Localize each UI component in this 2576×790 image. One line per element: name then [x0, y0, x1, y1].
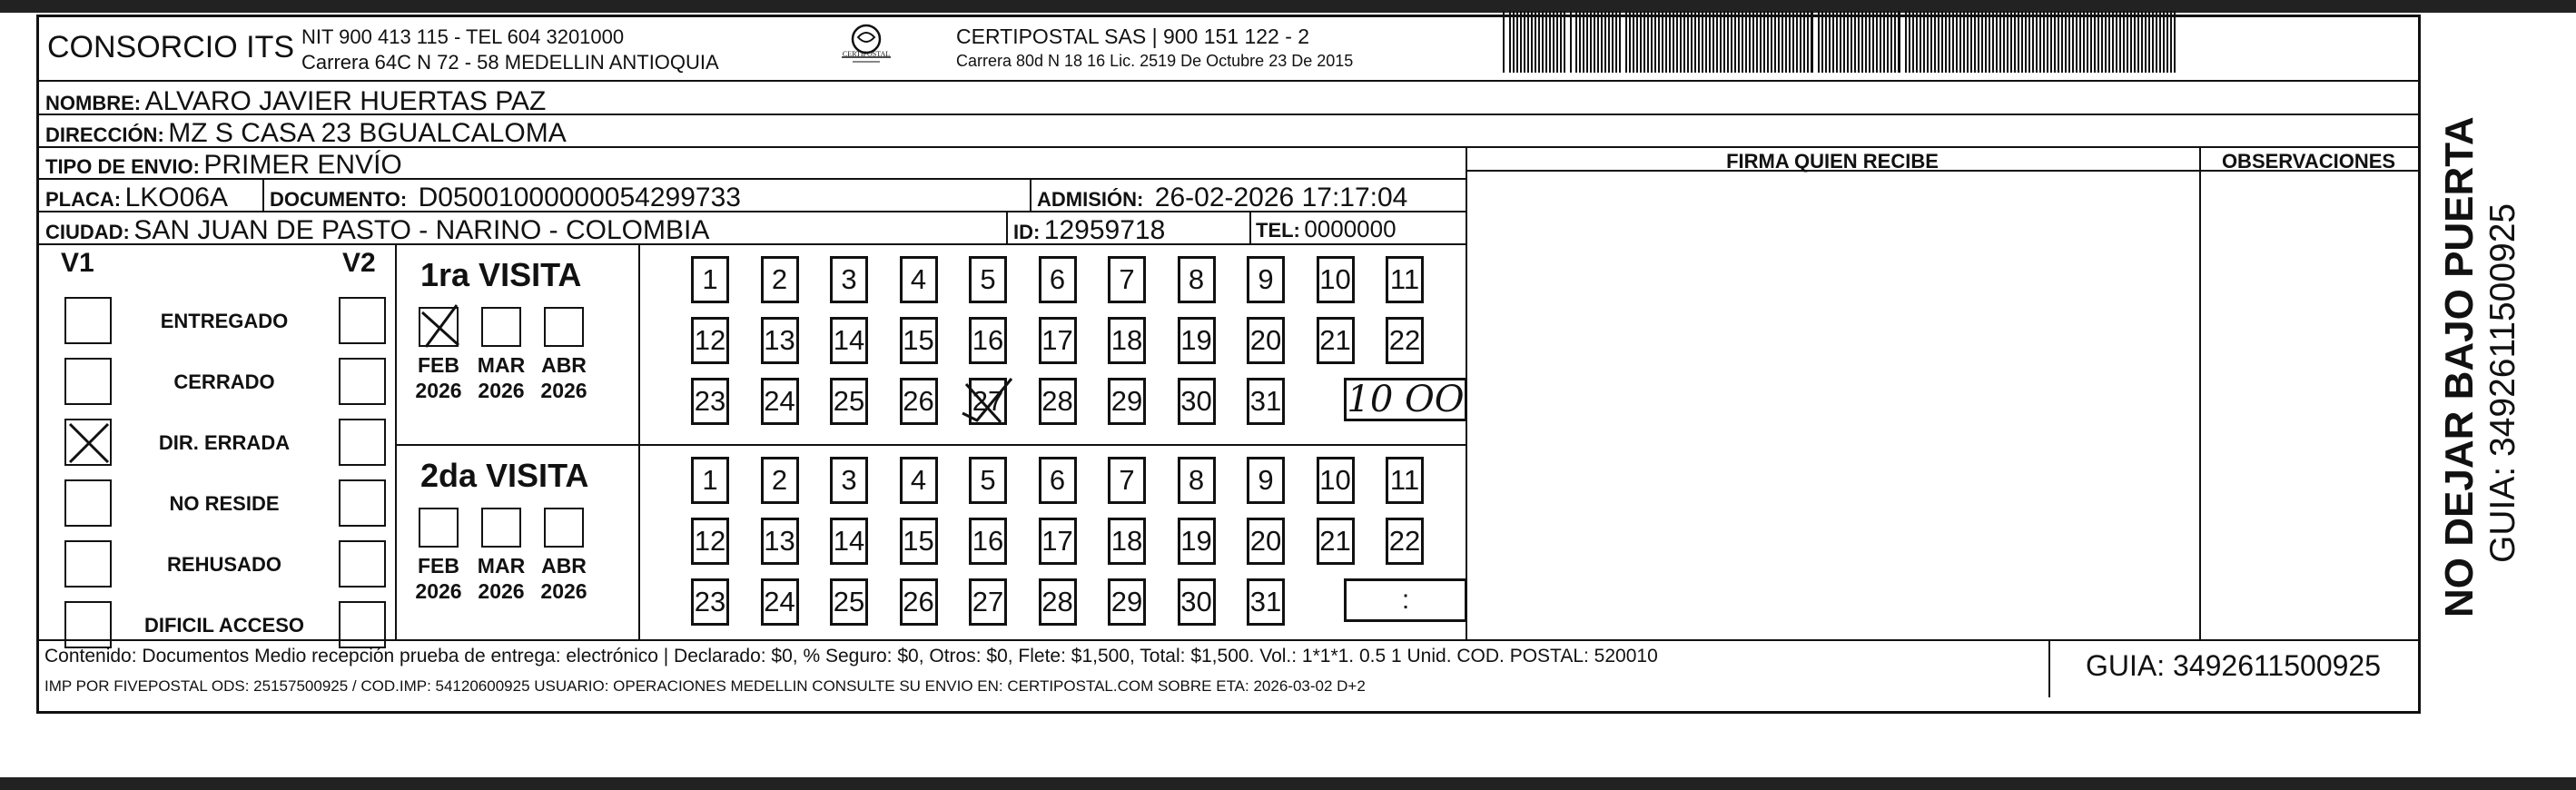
day-box[interactable] [1178, 578, 1216, 626]
day-number: 2 [771, 263, 788, 295]
day-box[interactable] [761, 317, 799, 364]
day-number: 16 [972, 324, 1004, 356]
day-box[interactable] [830, 378, 868, 425]
day-box[interactable] [1108, 457, 1146, 504]
day-number: 2 [771, 464, 788, 496]
day-number: 8 [1188, 464, 1205, 496]
month-year: 2026 [540, 379, 587, 402]
placa-label: PLACA: [45, 188, 122, 211]
day-number: 13 [764, 324, 795, 356]
day-box[interactable] [1386, 457, 1424, 504]
day-box[interactable] [1247, 378, 1285, 425]
day-box[interactable] [691, 378, 729, 425]
day-number: 3 [841, 464, 857, 496]
day-number: 26 [903, 385, 934, 417]
month-name: MAR [477, 554, 526, 578]
documento-value: D05001000000054299733 [418, 183, 741, 212]
cell-divider [1030, 178, 1031, 211]
day-number: 12 [694, 324, 726, 356]
seal-icon [825, 23, 907, 64]
day-number: 26 [903, 586, 934, 617]
month-year: 2026 [415, 379, 462, 402]
cell-divider [262, 178, 264, 211]
imp-text: IMP POR FIVEPOSTAL ODS: 25157500925 / COD.IMP: 54120600925 USUARIO: OPERACIONES MEDELLIN CONSULTE SU ENVIO EN: CERTIPOSTAL.COM SOBRE ETA: 2026-03-02 D+2 [44, 677, 1366, 695]
day-number: 22 [1388, 324, 1421, 356]
day-box[interactable] [1039, 578, 1077, 626]
x-mark-icon [66, 420, 114, 468]
id-value: 12959718 [1043, 215, 1166, 245]
day-number: 18 [1110, 324, 1143, 356]
firma-area[interactable] [1469, 173, 2196, 637]
day-number: 9 [1258, 263, 1274, 295]
day-box[interactable] [969, 317, 1007, 364]
day-box[interactable] [969, 457, 1007, 504]
v1-header: V1 [61, 248, 94, 278]
day-box[interactable] [1317, 256, 1355, 303]
day-number: 3 [841, 263, 857, 295]
visit-divider [638, 243, 640, 639]
v1-checkbox[interactable] [64, 358, 112, 405]
day-number: 15 [903, 525, 934, 557]
v2-checkbox[interactable] [339, 297, 386, 344]
day-number: 1 [702, 263, 718, 295]
day-box[interactable] [691, 256, 729, 303]
placa-value: LKO06A [124, 183, 228, 212]
day-box[interactable] [1108, 256, 1146, 303]
nombre-value: ALVARO JAVIER HUERTAS PAZ [144, 86, 547, 116]
tel-label: TEL: [1256, 219, 1300, 242]
month-year: 2026 [478, 579, 525, 603]
nombre-label: NOMBRE: [45, 92, 142, 114]
day-box[interactable] [1317, 457, 1355, 504]
day-box[interactable] [969, 378, 1007, 425]
day-box[interactable] [830, 317, 868, 364]
day-number: 17 [1041, 525, 1073, 557]
tipo-envio-row [45, 150, 402, 181]
admision-row [1037, 183, 1407, 213]
day-number: 24 [764, 586, 795, 617]
day-number: 5 [980, 464, 996, 496]
day-number: 8 [1188, 263, 1205, 295]
day-number: 6 [1049, 263, 1066, 295]
tel-value: 0000000 [1304, 215, 1397, 242]
day-number: 29 [1110, 586, 1143, 617]
v2-checkbox[interactable] [339, 540, 386, 588]
month-year: 2026 [540, 579, 587, 603]
status-option-label: DIR. ERRADA [158, 431, 291, 454]
status-option-label: DIFICIL ACCESO [143, 614, 304, 637]
day-number: 13 [764, 525, 795, 557]
day-box[interactable] [900, 518, 938, 565]
visit-title: 2da VISITA [420, 457, 589, 494]
day-number: 10 [1319, 263, 1351, 295]
v1-checkbox[interactable] [64, 419, 112, 466]
documento-row [270, 183, 741, 213]
day-number: 11 [1389, 464, 1420, 496]
day-box[interactable] [830, 578, 868, 626]
v1-checkbox[interactable] [64, 540, 112, 588]
day-number: 25 [833, 385, 865, 417]
day-number: 7 [1119, 263, 1135, 295]
day-box[interactable] [1178, 518, 1216, 565]
day-box[interactable] [1386, 256, 1424, 303]
direccion-label: DIRECCIÓN: [45, 123, 164, 146]
documento-label: DOCUMENTO: [270, 188, 408, 211]
day-number: 25 [833, 586, 865, 617]
x-mark-icon [420, 309, 460, 349]
observaciones-area[interactable] [2203, 173, 2415, 637]
firma-header: FIRMA QUIEN RECIBE [1726, 150, 1939, 173]
day-box[interactable] [1108, 378, 1146, 425]
day-number: 30 [1180, 385, 1212, 417]
carrier-name: CERTIPOSTAL SAS | 900 151 122 - 2 [956, 25, 1310, 48]
visit-title: 1ra VISITA [420, 256, 582, 293]
day-number: 20 [1249, 525, 1282, 557]
day-box[interactable] [761, 378, 799, 425]
status-option-label: ENTREGADO [160, 310, 289, 332]
day-box[interactable] [691, 317, 729, 364]
day-box[interactable] [1247, 457, 1285, 504]
day-number: 6 [1049, 464, 1066, 496]
day-number: 10 [1319, 464, 1351, 496]
v2-checkbox[interactable] [339, 358, 386, 405]
visit-row-divider [395, 444, 1466, 446]
id-row [1013, 215, 1165, 246]
direccion-row [45, 118, 567, 149]
cell-divider [1249, 211, 1251, 243]
v2-checkbox[interactable] [339, 419, 386, 466]
day-box[interactable] [691, 457, 729, 504]
day-number: 27 [972, 385, 1004, 417]
day-box[interactable] [969, 256, 1007, 303]
footer-divider [39, 639, 2418, 641]
check-mark-icon [959, 377, 1013, 428]
day-number: 21 [1319, 324, 1351, 356]
v2-checkbox[interactable] [339, 601, 386, 648]
top-edge-band [0, 0, 2576, 13]
day-box[interactable] [1039, 378, 1077, 425]
day-number: 11 [1389, 263, 1420, 295]
tel-row [1256, 215, 1397, 243]
day-number: 24 [764, 385, 795, 417]
day-box[interactable] [830, 457, 868, 504]
day-box[interactable] [1039, 317, 1077, 364]
day-number: 5 [980, 263, 996, 295]
day-number: 28 [1041, 586, 1073, 617]
day-box[interactable] [691, 578, 729, 626]
company-address: Carrera 64C N 72 - 58 MEDELLIN ANTIOQUIA [301, 51, 719, 74]
day-number: 31 [1249, 385, 1282, 417]
day-number: 23 [694, 385, 726, 417]
day-box[interactable] [830, 518, 868, 565]
day-number: 12 [694, 525, 726, 557]
guide-form [36, 15, 2421, 714]
day-number: 14 [833, 324, 865, 356]
day-number: 31 [1249, 586, 1282, 617]
day-box[interactable] [900, 256, 938, 303]
day-number: 16 [972, 525, 1004, 557]
day-box[interactable] [761, 256, 799, 303]
day-box[interactable] [1178, 457, 1216, 504]
status-divider [395, 243, 397, 639]
admision-label: ADMISIÓN: [1037, 188, 1144, 211]
day-box[interactable] [1108, 518, 1146, 565]
day-number: 17 [1041, 324, 1073, 356]
status-option-label: CERRADO [173, 370, 275, 393]
nombre-row [45, 86, 546, 117]
day-box[interactable] [830, 256, 868, 303]
day-number: 18 [1110, 525, 1143, 557]
day-box[interactable] [900, 378, 938, 425]
day-box[interactable] [1247, 317, 1285, 364]
ciudad-value: SAN JUAN DE PASTO - NARINO - COLOMBIA [133, 215, 710, 245]
day-box[interactable] [1039, 518, 1077, 565]
day-box[interactable] [691, 518, 729, 565]
day-box[interactable] [1386, 317, 1424, 364]
id-label: ID: [1013, 221, 1041, 243]
day-box[interactable] [1178, 378, 1216, 425]
day-number: 19 [1180, 324, 1212, 356]
month-year: 2026 [478, 379, 525, 402]
tipo-envio-value: PRIMER ENVÍO [203, 150, 402, 180]
day-number: 20 [1249, 324, 1282, 356]
day-box[interactable] [1178, 256, 1216, 303]
certipostal-logo [825, 23, 907, 77]
month-name: FEB [418, 353, 459, 377]
month-checkbox[interactable] [481, 508, 521, 548]
time-box[interactable]: : [1344, 578, 1467, 622]
day-number: 9 [1258, 464, 1274, 496]
day-number: 23 [694, 586, 726, 617]
placa-row [45, 183, 228, 213]
day-box[interactable] [1317, 518, 1355, 565]
month-checkbox[interactable] [419, 508, 459, 548]
day-box[interactable] [1386, 518, 1424, 565]
month-name: FEB [418, 554, 459, 578]
carrier-address: Carrera 80d N 18 16 Lic. 2519 De Octubre 23 De 2015 [956, 52, 1354, 70]
admision-value: 26-02-2026 17:17:04 [1154, 183, 1408, 212]
day-box[interactable] [1178, 317, 1216, 364]
v2-header: V2 [342, 248, 376, 278]
day-box[interactable] [900, 457, 938, 504]
day-number: 1 [702, 464, 718, 496]
time-box[interactable]: 10 OO [1344, 378, 1467, 421]
day-number: 19 [1180, 525, 1212, 557]
observaciones-header: OBSERVACIONES [2221, 150, 2396, 173]
status-option-label: NO RESIDE [169, 492, 280, 515]
company-nit: NIT 900 413 115 - TEL 604 3201000 [301, 25, 625, 48]
month-checkbox[interactable] [544, 508, 584, 548]
month-name: MAR [477, 353, 526, 377]
day-box[interactable] [1039, 457, 1077, 504]
day-number: 4 [910, 263, 927, 295]
day-number: 27 [972, 586, 1004, 617]
tipo-envio-label: TIPO DE ENVIO: [45, 155, 200, 178]
day-box[interactable] [1108, 317, 1146, 364]
ciudad-label: CIUDAD: [45, 221, 130, 243]
month-checkbox[interactable] [544, 307, 584, 347]
company-name: CONSORCIO ITS [47, 30, 295, 64]
day-number: 22 [1388, 525, 1421, 557]
day-box[interactable] [969, 518, 1007, 565]
month-checkbox[interactable] [481, 307, 521, 347]
footer-guia: GUIA: 3492611500925 [2086, 649, 2381, 682]
day-box[interactable] [761, 457, 799, 504]
month-year: 2026 [415, 579, 462, 603]
day-number: 30 [1180, 586, 1212, 617]
day-number: 21 [1319, 525, 1351, 557]
day-box[interactable] [969, 578, 1007, 626]
direccion-value: MZ S CASA 23 BGUALCALOMA [168, 118, 567, 148]
day-number: 15 [903, 324, 934, 356]
day-number: 29 [1110, 385, 1143, 417]
side-warning: NO DEJAR BAJO PUERTA [2437, 116, 2482, 617]
v1-checkbox[interactable] [64, 297, 112, 344]
contenido-text: Contenido: Documentos Medio recepción prueba de entrega: electrónico | Declarado: $0, % Seguro: $0, Otros: $0, Flete: $1,500, Total: $1,500. Vol.: 1*1*1. 0.5 1 Unid. COD. POSTAL: 520010 [44, 646, 1658, 667]
day-box[interactable] [1317, 317, 1355, 364]
day-box[interactable] [1247, 578, 1285, 626]
day-number: 7 [1119, 464, 1135, 496]
day-box[interactable] [1108, 578, 1146, 626]
side-guia: GUIA: 3492611500925 [2483, 202, 2522, 563]
day-number: 4 [910, 464, 927, 496]
day-box[interactable] [1039, 256, 1077, 303]
month-name: ABR [541, 353, 587, 377]
header-divider [39, 80, 2418, 82]
v1-checkbox[interactable] [64, 601, 112, 648]
day-box[interactable] [900, 317, 938, 364]
day-box[interactable] [900, 578, 938, 626]
v1-checkbox[interactable] [64, 479, 112, 527]
logo-caption: CERTIPOSTAL [842, 50, 891, 58]
status-option-label: REHUSADO [167, 553, 281, 576]
day-box[interactable] [761, 518, 799, 565]
day-number: 28 [1041, 385, 1073, 417]
observaciones-column-divider [2199, 146, 2201, 639]
day-box[interactable] [761, 578, 799, 626]
bottom-edge-band [0, 777, 2576, 790]
v2-checkbox[interactable] [339, 479, 386, 527]
cell-divider [1006, 211, 1008, 243]
day-number: 14 [833, 525, 865, 557]
day-box[interactable] [1247, 256, 1285, 303]
month-name: ABR [541, 554, 587, 578]
month-checkbox[interactable] [419, 307, 459, 347]
ciudad-row [45, 215, 709, 246]
day-box[interactable] [1247, 518, 1285, 565]
